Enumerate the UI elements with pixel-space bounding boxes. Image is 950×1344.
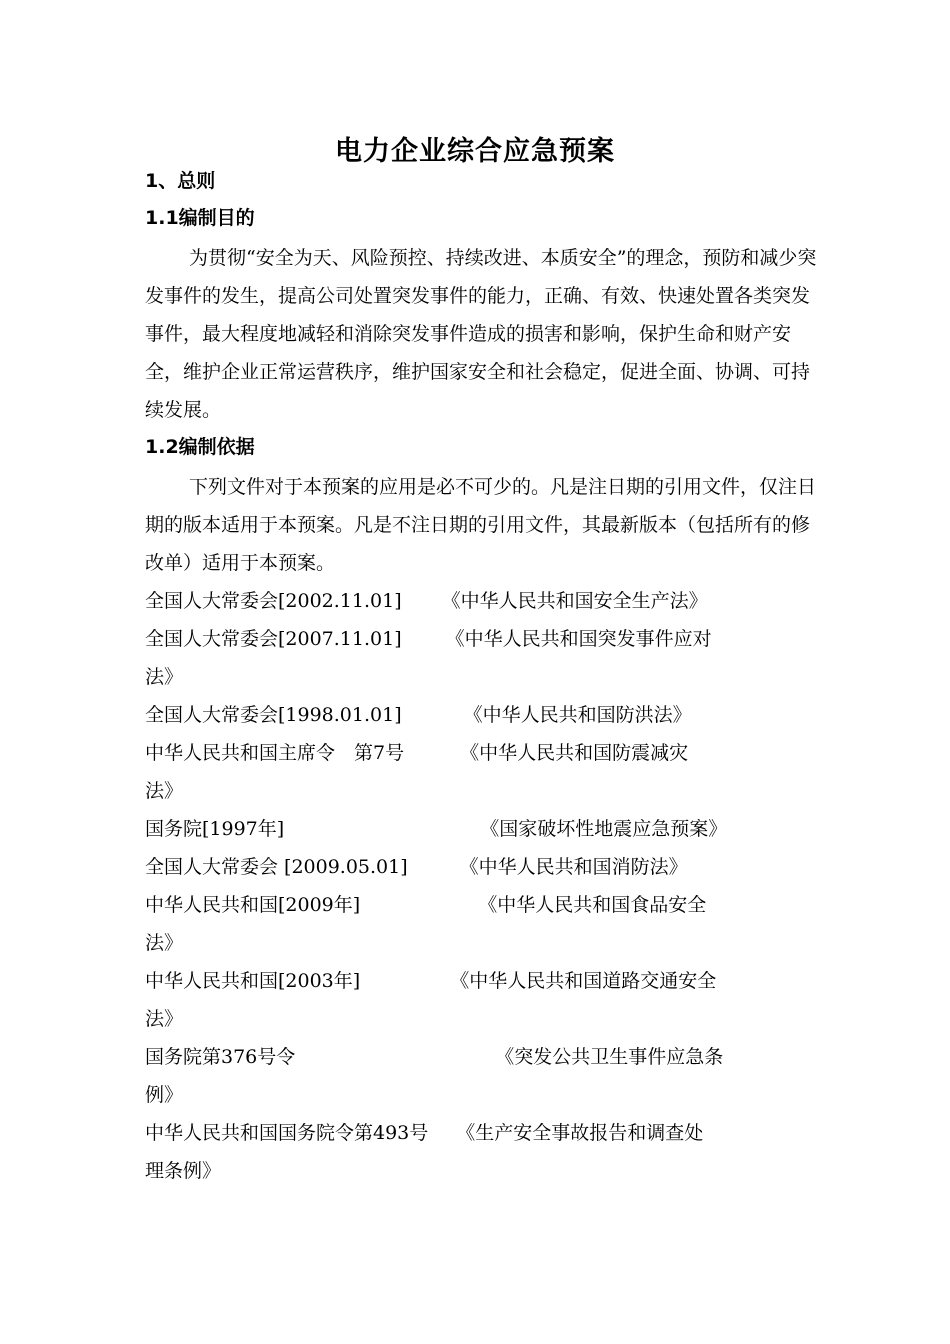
reference-item bbox=[145, 848, 825, 886]
reference-title: 《中华人民共和国食品安全 bbox=[478, 894, 707, 916]
reference-title-continuation: 例》 bbox=[145, 1084, 184, 1106]
reference-issuer: 国务院[1997年] bbox=[145, 818, 285, 840]
basis-paragraph: 下列文件对于本预案的应用是必不可少的。凡是注日期的引用文件，仅注日期的版本适用于本预案。凡是不注日期的引用文件，其最新版本（包括所有的修改单）适用于本预案。 bbox=[145, 476, 817, 574]
document-title: 电力企业综合应急预案 bbox=[335, 136, 615, 167]
reference-issuer: 全国人大常委会[2007.11.01] bbox=[145, 628, 402, 650]
reference-title-continuation: 法》 bbox=[145, 932, 184, 954]
reference-item bbox=[145, 1038, 825, 1076]
reference-title: 《中华人民共和国消防法》 bbox=[459, 856, 688, 878]
reference-title: 《中华人民共和国防洪法》 bbox=[463, 704, 692, 726]
reference-title: 《突发公共卫生事件应急条 bbox=[495, 1046, 724, 1068]
reference-title-continuation: 法》 bbox=[145, 666, 184, 688]
reference-title-continuation: 理条例》 bbox=[145, 1160, 222, 1182]
reference-issuer: 中华人民共和国主席令 第7号 bbox=[145, 742, 405, 764]
reference-title-continuation: 法》 bbox=[145, 1008, 184, 1030]
reference-list bbox=[145, 582, 825, 1190]
section-heading-purpose: 1.1编制目的 bbox=[145, 207, 255, 229]
reference-title: 《中华人民共和国安全生产法》 bbox=[441, 590, 708, 612]
reference-item bbox=[145, 734, 825, 772]
reference-title: 《中华人民共和国突发事件应对 bbox=[445, 628, 712, 650]
section-heading-general: 1、总则 bbox=[145, 170, 216, 192]
reference-item bbox=[145, 1114, 825, 1152]
section-heading-basis: 1.2编制依据 bbox=[145, 436, 255, 458]
reference-issuer: 中华人民共和国[2009年] bbox=[145, 894, 361, 916]
reference-title: 《中华人民共和国道路交通安全 bbox=[450, 970, 717, 992]
reference-item bbox=[145, 696, 825, 734]
reference-title: 《国家破坏性地震应急预案》 bbox=[480, 818, 728, 840]
reference-issuer: 全国人大常委会[2002.11.01] bbox=[145, 590, 402, 612]
reference-issuer: 中华人民共和国国务院令第493号 bbox=[145, 1122, 429, 1144]
reference-issuer: 全国人大常委会[1998.01.01] bbox=[145, 704, 402, 726]
reference-item bbox=[145, 620, 825, 658]
reference-title: 《中华人民共和国防震减灾 bbox=[460, 742, 689, 764]
reference-item bbox=[145, 810, 825, 848]
reference-item bbox=[145, 886, 825, 924]
reference-issuer: 全国人大常委会 [2009.05.01] bbox=[145, 856, 408, 878]
reference-issuer: 中华人民共和国[2003年] bbox=[145, 970, 361, 992]
reference-title-continuation: 法》 bbox=[145, 780, 184, 802]
reference-item bbox=[145, 962, 825, 1000]
reference-item bbox=[145, 582, 825, 620]
purpose-paragraph: 为贯彻“安全为天、风险预控、持续改进、本质安全”的理念，预防和减少突发事件的发生，提高公司处置突发事件的能力，正确、有效、快速处置各类突发事件，最大程度地减轻和消除突发事件造成的损害和影响，保护生命和财产安全，维护企业正常运营秩序，维护国家安全和社会稳定，促进全面、协调、可持续发展。 bbox=[145, 247, 817, 421]
reference-title: 《生产安全事故报告和调查处 bbox=[456, 1122, 704, 1144]
reference-issuer: 国务院第376号令 bbox=[145, 1046, 296, 1068]
